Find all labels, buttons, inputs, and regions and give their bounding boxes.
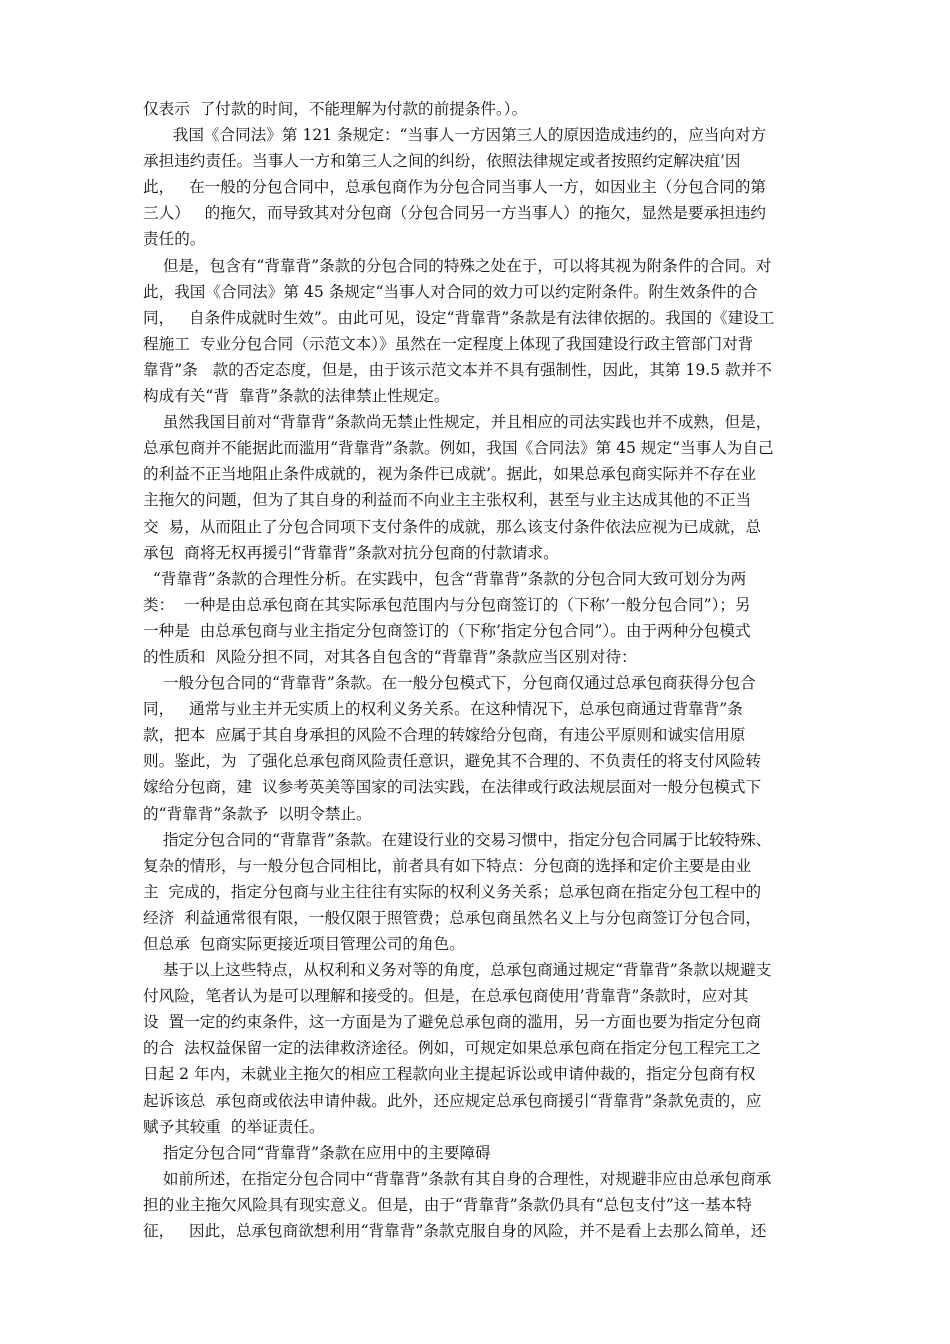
text-line: 款，把本 应属于其自身承担的风险不合理的转嫁给分包商，有违公平原则和诚实信用原 [143, 726, 746, 745]
section-heading: 指定分包合同“背靠背”条款在应用中的主要障碍 [143, 1143, 491, 1162]
text-line: 一种是 由总承包商与业主指定分包商签订的（下称’指定分包合同”）。由于两种分包模式 [143, 621, 751, 640]
text-line: 但是，包含有“背靠背”条款的分包合同的特殊之处在于，可以将其视为附条件的合同。对 [143, 256, 772, 275]
text-line: 付风险，笔者认为是可以理解和接受的。但是，在总承包商使用’背靠背”条款时，应对其 [143, 987, 749, 1006]
text-line: 起诉该总 承包商或依法申请仲裁。此外，还应规定总承包商援引“背靠背”条款免责的，应 [143, 1091, 762, 1110]
text-line: 的合 法权益保留一定的法律救济途径。例如，可规定如果总承包商在指定分包工程完工之 [143, 1039, 762, 1058]
document-page [143, 96, 823, 1244]
text-line: 设 置一定的约束条件，这一方面是为了避免总承包商的滥用，另一方面也要为指定分包商 [143, 1013, 762, 1032]
text-line: 此， 在一般的分包合同中，总承包商作为分包合同当事人一方，如因业主（分包合同的第 [143, 178, 767, 197]
text-line: 的性质和 风险分担不同，对其各自包含的“背靠背”条款应当区别对待： [143, 647, 637, 666]
text-line: 如前所述，在指定分包合同中“背靠背”条款有其自身的合理性，对规避非应由总承包商承 [143, 1169, 772, 1188]
text-line: 虽然我国目前对“背靠背”条款尚无禁止性规定，并且相应的司法实践也并不成熟，但是， [143, 413, 772, 432]
text-line: 经济 利益通常很有限，一般仅限于照管费；总承包商虽然名义上与分包商签订分包合同， [143, 908, 762, 927]
text-line: 我国《合同法》第 121 条规定：“当事人一方因第三人的原因造成违约的，应当向对方 [143, 126, 767, 145]
text-line: 程施工 专业分包合同（示范文本）》虽然在一定程度上体现了我国建设行政主管部门对背 [143, 334, 754, 353]
text-line: 三人） 的拖欠，而导致其对分包商（分包合同另一方当事人）的拖欠，显然是要承担违约 [143, 204, 767, 223]
text-line: 类： 一种是由总承包商在其实际承包范围内与分包商签订的（下称’一般分包合同”）；另 [143, 595, 751, 614]
text-line: 指定分包合同的“背靠背”条款。在建设行业的交易习惯中，指定分包合同属于比较特殊、 [143, 830, 772, 849]
text-line: 构成有关“背 靠背”条款的法律禁止性规定。 [143, 387, 450, 406]
text-line: 交 易，从而阻止了分包合同项下支付条件的成就，那么该支付条件依法应视为已成就，总 [143, 517, 762, 536]
text-line: “背靠背”条款的合理性分析。在实践中，包含“背靠背”条款的分包合同大致可划分为两 [143, 569, 747, 588]
text-line: 的“背靠背”条款予 以明令禁止。 [143, 804, 372, 823]
text-line: 一般分包合同的“背靠背”条款。在一般分包模式下，分包商仅通过总承包商获得分包合 [143, 674, 756, 693]
text-line: 复杂的情形，与一般分包合同相比，前者具有如下特点：分包商的选择和定价主要是由业 [143, 856, 752, 875]
text-line: 责任的。 [143, 230, 206, 249]
text-line: 的利益不正当地阻止条件成就的，视为条件已成就’。据此，如果总承包商实际并不存在业 [143, 465, 757, 484]
text-line: 总承包商并不能据此而滥用“背靠背”条款。例如，我国《合同法》第 45 规定“当事人为自己 [143, 439, 774, 458]
text-line: 承包 商将无权再援引“背靠背”条款对抗分包商的付款请求。 [143, 543, 559, 562]
text-line: 仅表示 了付款的时间，不能理解为付款的前提条件。）。 [143, 100, 528, 118]
text-line: 此，我国《合同法》第 45 条规定“当事人对合同的效力可以约定附条件。附生效条件的合 [143, 282, 758, 301]
text-line: 同， 自条件成就时生效”。由此可见，设定“背靠背”条款是有法律依据的。我国的《建设工 [143, 308, 775, 327]
text-line: 但总承 包商实际更接近项目管理公司的角色。 [143, 935, 465, 953]
text-line: 征， 因此，总承包商欲想利用“背靠背”条款克服自身的风险，并不是看上去那么简单，还 [143, 1222, 767, 1241]
text-line: 承担违约责任。当事人一方和第三人之间的纠纷，依照法律规定或者按照约定解决疽’因 [143, 152, 741, 171]
text-line: 同， 通常与业主并无实质上的权利义务关系。在这种情况下，总承包商通过背靠背”条 [143, 700, 743, 719]
text-line: 靠背”条 款的否定态度，但是，由于该示范文本并不具有强制性，因此，其第 19.5 款并不 [143, 360, 772, 379]
text-line: 嫁给分包商，建 议参考英美等国家的司法实践，在法律或行政法规层面对一般分包模式下 [143, 778, 762, 797]
text-line: 基于以上这些特点，从权利和义务对等的角度，总承包商通过规定“背靠背”条款以规避支 [143, 961, 772, 980]
text-line: 日起 2 年内，未就业主拖欠的相应工程款向业主提起诉讼或申请仲裁的，指定分包商有权 [143, 1065, 756, 1084]
text-line: 赋予其较重 的举证责任。 [143, 1117, 325, 1136]
text-line: 主拖欠的问题，但为了其自身的利益而不向业主主张权利，甚至与业主达成其他的不正当 [143, 491, 752, 510]
text-line: 担的业主拖欠风险具有现实意义。但是，由于“背靠背”条款仍具有“总包支付”这一基本特 [143, 1195, 752, 1214]
text-line: 主 完成的，指定分包商与业主往往有实际的权利义务关系；总承包商在指定分包工程中的 [143, 882, 762, 901]
text-line: 则。鉴此，为 了强化总承包商风险责任意识，避免其不合理的、不负责任的将支付风险转 [143, 752, 762, 771]
